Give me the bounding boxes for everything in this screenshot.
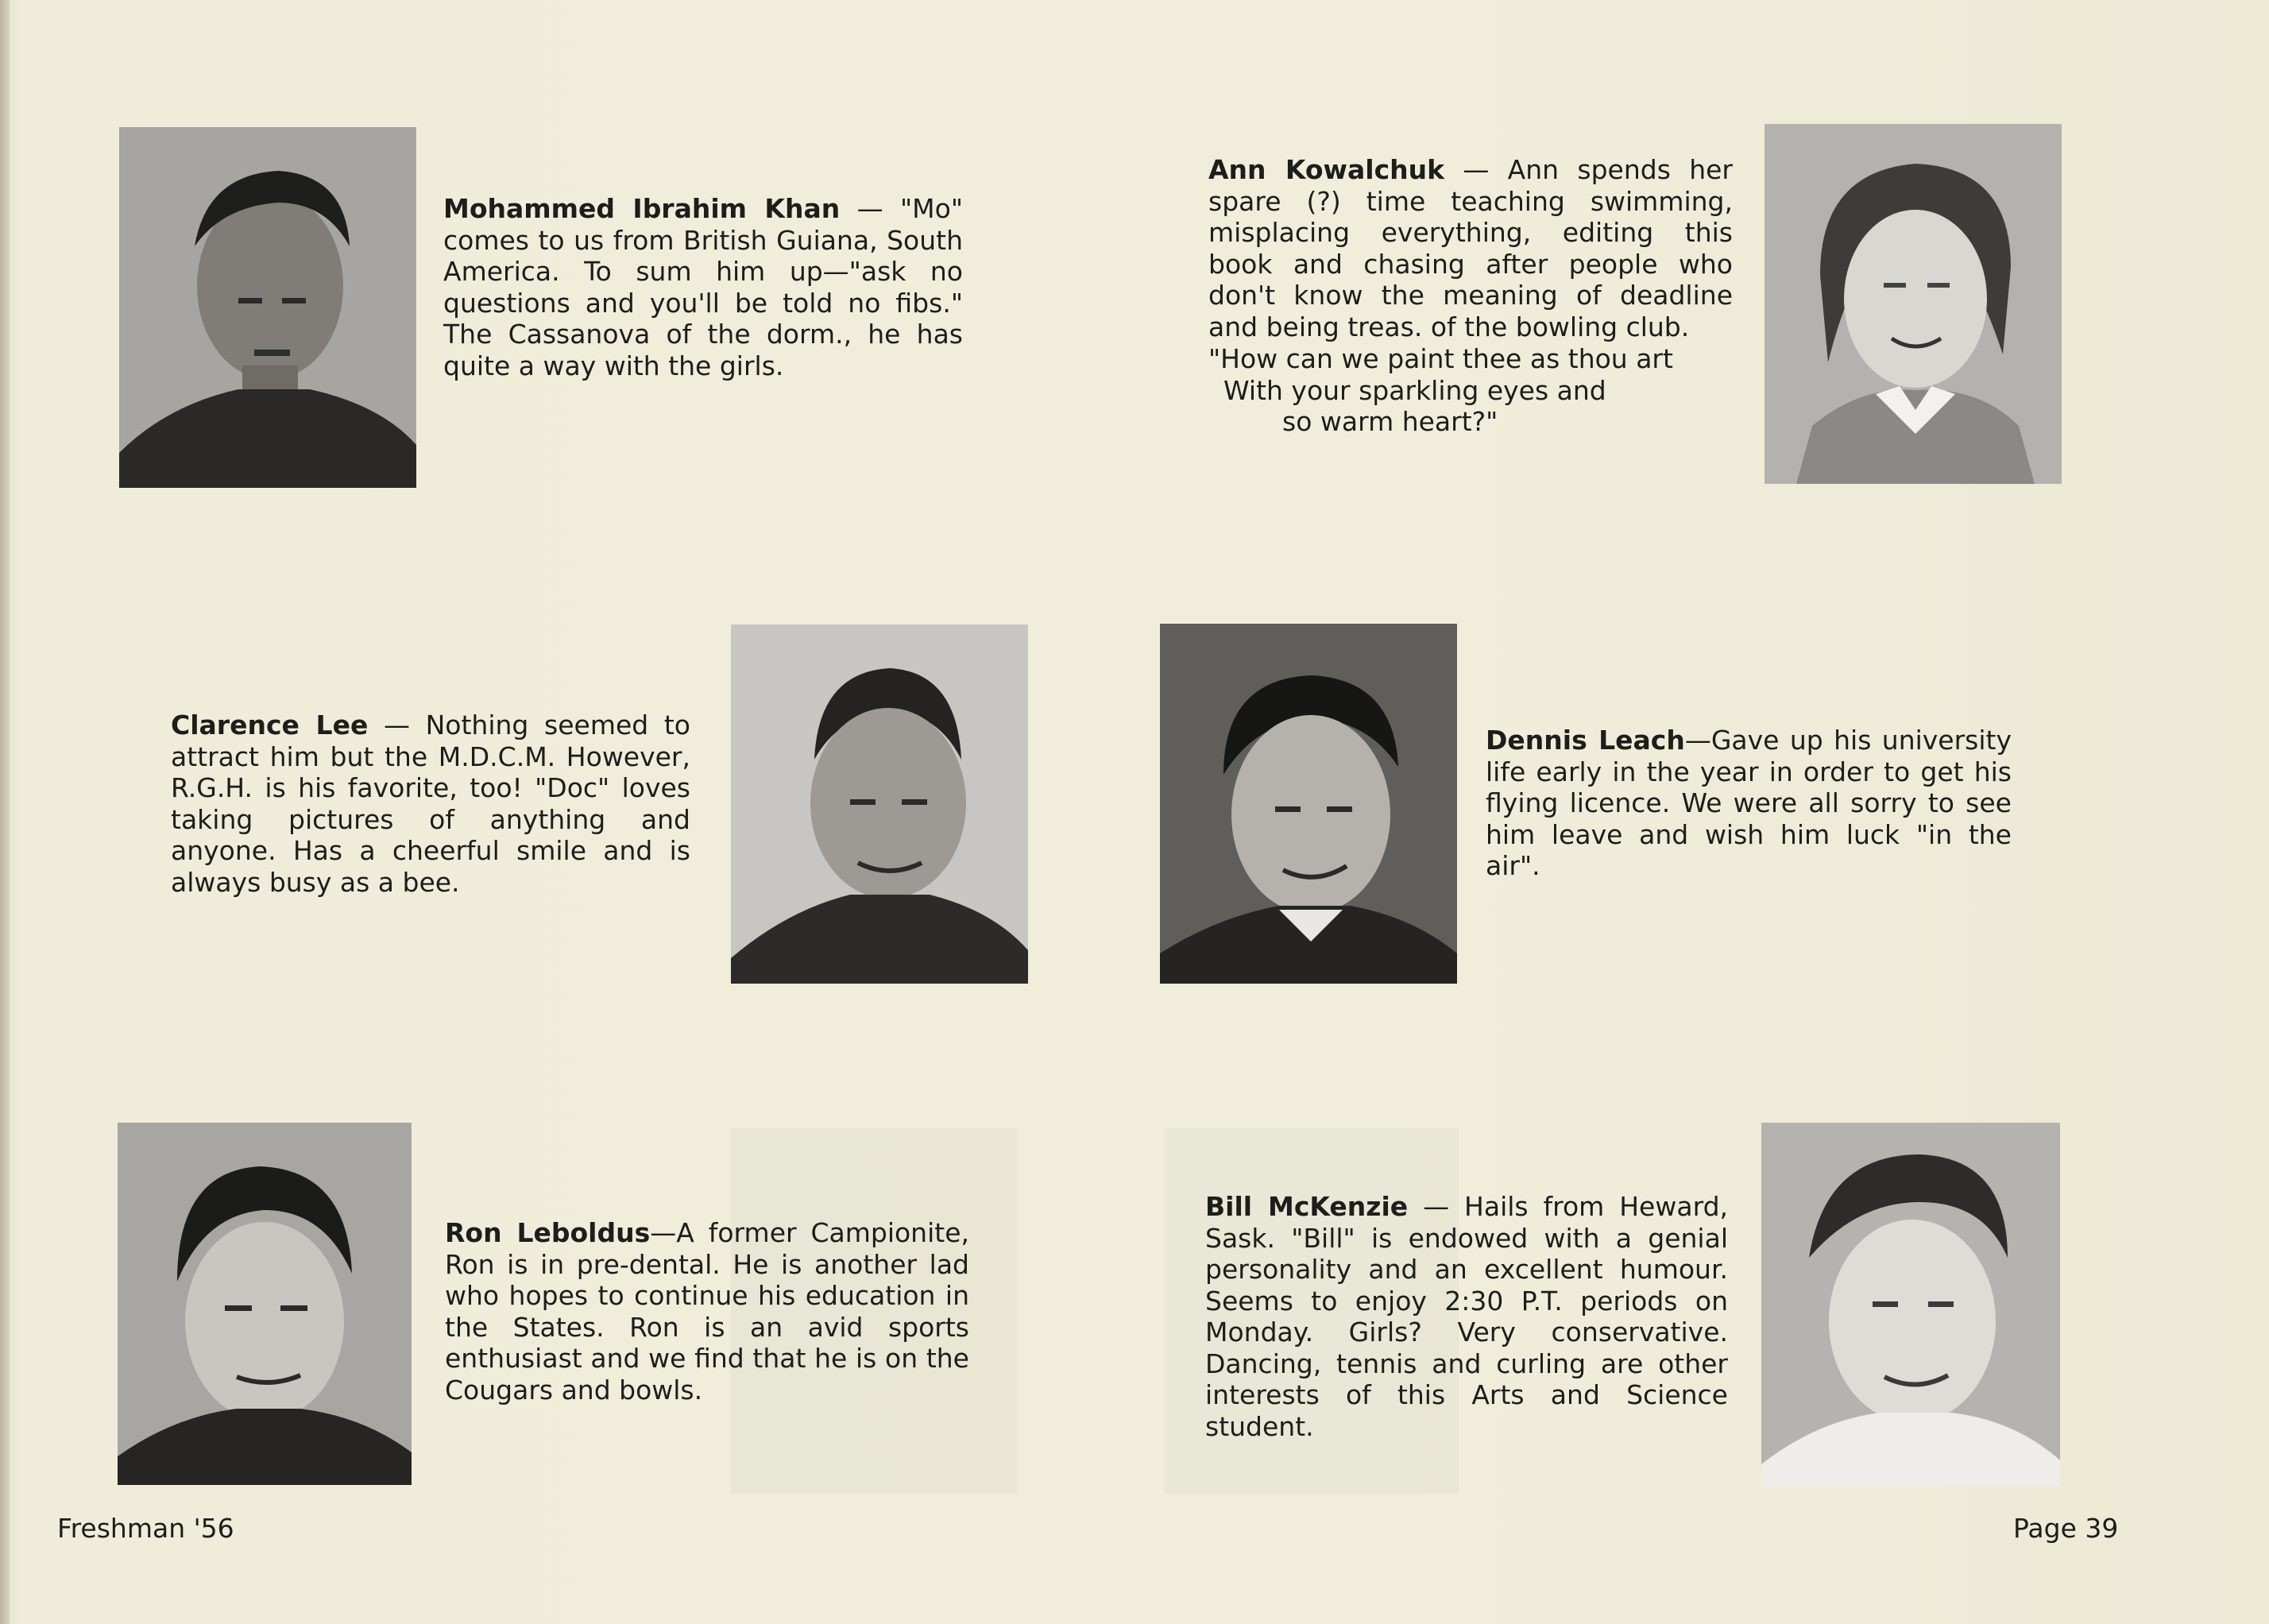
bio-quote-line: so warm heart?" (1282, 406, 1498, 437)
bio-text: — "Mo" comes to us from British Guiana, South America. To sum him up—"ask no questions and you'll be told no fibs." The Cassanova of the dorm., he has quite a way with the girls. (443, 193, 963, 381)
student-name: Mohammed Ibrahim Khan (443, 193, 841, 224)
student-name: Ron Leboldus (445, 1217, 651, 1248)
bio-text: — Ann spends her spare (?) time teaching swimming, misplacing everything, editing this book and chasing after people who don't know the meaning of deadline and being treas. of the bowling club. (1208, 154, 1733, 342)
student-name: Dennis Leach (1486, 725, 1685, 756)
student-name: Clarence Lee (171, 710, 369, 740)
page-number: Page 39 (2013, 1513, 2119, 1544)
bio-khan (443, 193, 963, 381)
bio-leach (1486, 725, 2012, 882)
bio-mckenzie (1205, 1191, 1728, 1442)
bio-kowalchuk (1208, 154, 1733, 342)
bio-quote-line: "How can we paint thee as thou art (1208, 343, 1673, 374)
portrait-photo-leach (1160, 624, 1457, 984)
footer-left: Freshman '56 (57, 1513, 234, 1544)
bio-text: —Gave up his university life early in the year in order to get his flying licence. We were all sorry to see him leave and wish him luck "in the air". (1486, 725, 2012, 881)
portrait-photo-khan (119, 127, 416, 488)
portrait-photo-mckenzie (1761, 1123, 2060, 1487)
bio-text: — Nothing seemed to attract him but the M.D.C.M. However, R.G.H. is his favorite, too! "Doc" loves taking pictures of anything and anyone. Has a cheerful smile and is always busy as a bee. (171, 710, 690, 898)
student-name: Bill McKenzie (1205, 1191, 1409, 1222)
bio-quote-line: With your sparkling eyes and (1223, 375, 1606, 406)
portrait-photo-leboldus (118, 1123, 412, 1485)
bio-text: —A former Campionite, Ron is in pre-dental. He is another lad who hopes to continue his education in the States. Ron is an avid sports enthusiast and we find that he is on the Cougars and bowls. (445, 1217, 969, 1406)
bio-leboldus (445, 1217, 969, 1406)
bio-text: — Hails from Heward, Sask. "Bill" is endowed with a genial personality and an excellent humour. Seems to enjoy 2:30 P.T. periods on Monday. Girls? Very conservative. Dancing, tennis and curling are other interests of this Arts and Science student. (1205, 1191, 1728, 1442)
page-binding-edge (0, 0, 10, 1624)
student-name: Ann Kowalchuk (1208, 154, 1445, 185)
bio-lee (171, 710, 690, 898)
portrait-photo-lee (731, 624, 1028, 984)
portrait-photo-kowalchuk (1765, 124, 2062, 484)
